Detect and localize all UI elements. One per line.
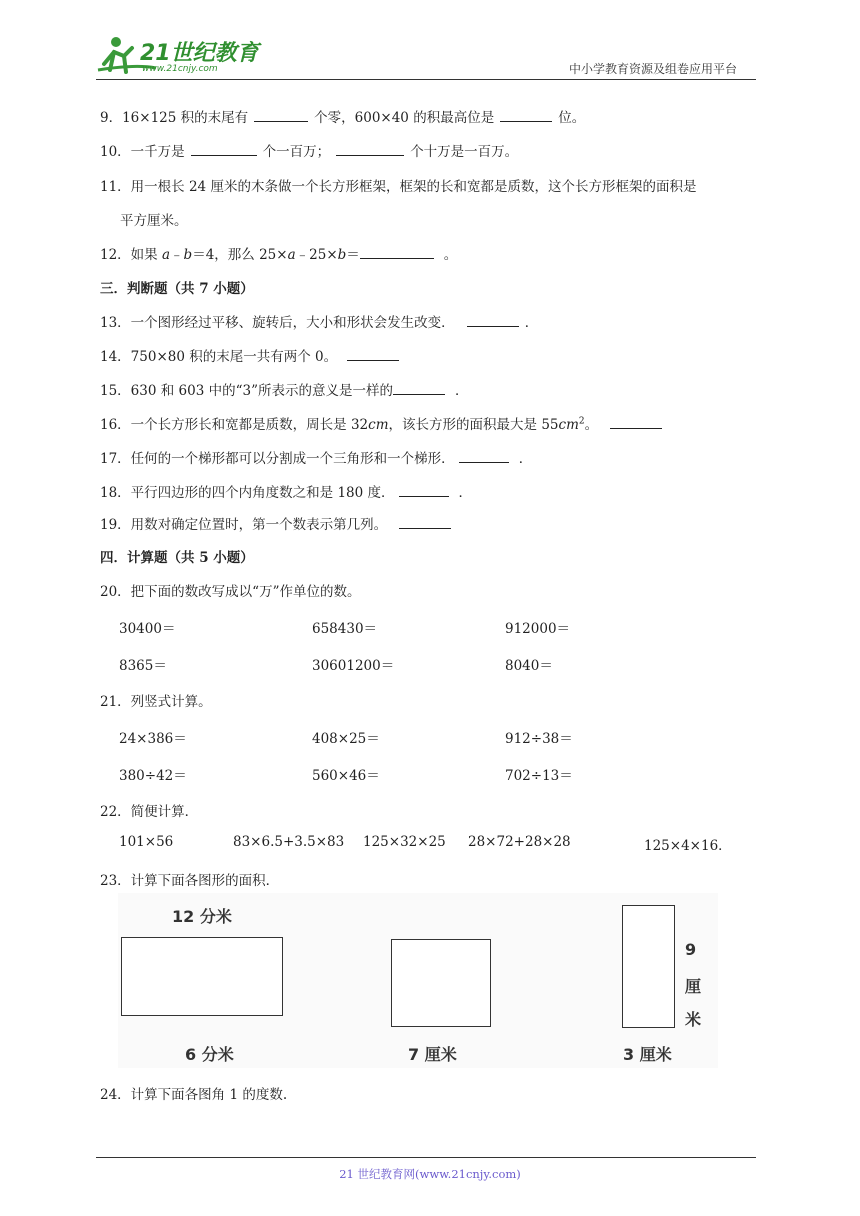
question-15: [100, 379, 468, 399]
q12-text-d: 。: [443, 247, 458, 263]
question-20: 20．把下面的数改写成以“万”作单位的数。: [100, 584, 361, 600]
question-24: 24．计算下面各图角 1 的度数.: [100, 1087, 288, 1103]
question-19: [100, 513, 457, 533]
logo-text: 21世纪教育: [140, 41, 259, 66]
calc-item: 380÷42＝: [119, 768, 187, 784]
answer-blank[interactable]: [399, 516, 451, 529]
conversion-item: 8040＝: [505, 658, 553, 674]
answer-blank[interactable]: [393, 382, 445, 395]
fig3-bottom-label: 3 厘米: [623, 1045, 672, 1064]
question-12: [100, 243, 457, 263]
footer-text[interactable]: 21 世纪教育网(www.21cnjy.com): [339, 1167, 521, 1181]
q13-tail: ．: [524, 315, 539, 331]
q18-text: 18．平行四边形的四个内角度数之和是 180 度．: [100, 485, 395, 501]
q10-text-a: 10．一千万是: [100, 144, 185, 160]
q10-text-b: 个一百万；: [262, 144, 331, 160]
calc-item: 24×386＝: [119, 731, 187, 747]
q12-op: ﹣25×: [295, 247, 338, 263]
q10-text-c: 个十万是一百万。: [410, 144, 519, 160]
simplify-item: 101×56: [119, 834, 174, 850]
question-17: [100, 447, 532, 467]
q12-text-c: ＝: [346, 247, 360, 263]
fig3-side-label-3: 米: [685, 1010, 702, 1029]
calc-item: 912÷38＝: [505, 731, 573, 747]
site-logo: [96, 34, 266, 78]
header-platform-text: 中小学教育资源及组卷应用平台: [569, 62, 738, 76]
q16-text: 16．一个长方形长和宽都是质数，周长是 32: [100, 417, 369, 433]
answer-blank[interactable]: [191, 143, 257, 156]
q9-text-a: 9．16×125 积的末尾有: [100, 110, 249, 126]
q14-text: 14．750×80 积的末尾一共有两个 0。: [100, 349, 338, 365]
q16-tail: 。: [584, 417, 599, 433]
q13-text: 13．一个图形经过平移、旋转后，大小和形状会发生改变．: [100, 315, 455, 331]
square-figure-2: [391, 939, 491, 1027]
simplify-item: 83×6.5+3.5×83: [233, 834, 345, 850]
fig2-bottom-label: 7 厘米: [408, 1045, 457, 1064]
answer-blank[interactable]: [254, 109, 308, 122]
q17-text: 17．任何的一个梯形都可以分割成一个三角形和一个梯形．: [100, 451, 455, 467]
conversion-item: 8365＝: [119, 658, 167, 674]
section-4-heading: 四．计算题（共 5 小题）: [100, 550, 254, 566]
answer-blank[interactable]: [459, 450, 509, 463]
logo-url: www.21cnjy.com: [142, 64, 218, 74]
conversion-item: 30601200＝: [312, 658, 395, 674]
section-3-heading: 三．判断题（共 7 小题）: [100, 281, 254, 297]
question-11-line2: 平方厘米。: [120, 213, 188, 229]
q9-text-c: 位。: [558, 110, 586, 126]
question-13: [100, 311, 538, 331]
question-21: 21．列竖式计算。: [100, 694, 212, 710]
var-a: a: [161, 247, 171, 263]
q12-text-a: 12．如果: [100, 247, 158, 263]
var-a: a: [287, 247, 296, 263]
conversion-item: 30400＝: [119, 621, 176, 637]
fig1-bottom-label: 6 分米: [185, 1045, 234, 1064]
rectangle-figure-3: [622, 905, 675, 1028]
q12-op: ﹣: [170, 247, 184, 263]
q9-text-b: 个零，600×40 的积最高位是: [314, 110, 495, 126]
answer-blank[interactable]: [399, 484, 449, 497]
unit-exponent: 2: [578, 416, 585, 427]
question-10: [100, 140, 518, 160]
question-18: [100, 481, 472, 501]
answer-blank[interactable]: [610, 416, 662, 429]
conversion-item: 912000＝: [505, 621, 571, 637]
footer-divider: [96, 1157, 756, 1158]
question-22: 22．简便计算．: [100, 804, 199, 820]
rectangle-figure-1: [121, 937, 283, 1016]
fig1-top-label: 12 分米: [172, 907, 232, 926]
unit-cm: cm: [368, 417, 389, 433]
var-b: b: [337, 247, 347, 263]
fig3-side-label-2: 厘: [685, 977, 702, 996]
calc-item: 560×46＝: [312, 768, 380, 784]
question-23: 23．计算下面各图形的面积．: [100, 873, 280, 889]
question-14: [100, 345, 405, 365]
fig3-side-label-1: 9: [685, 940, 697, 959]
q15-text: 15．630 和 603 中的“3”所表示的意义是一样的: [100, 383, 393, 399]
question-11-line1: 11．用一根长 24 厘米的木条做一个长方形框架，框架的长和宽都是质数，这个长方形框架的面积是: [100, 179, 697, 195]
q17-tail: ．: [518, 451, 533, 467]
answer-blank[interactable]: [360, 246, 434, 259]
question-16: [100, 413, 668, 433]
question-9: [100, 106, 585, 126]
q19-text: 19．用数对确定位置时，第一个数表示第几列。: [100, 517, 388, 533]
q15-tail: ．: [454, 383, 469, 399]
calc-item: 408×25＝: [312, 731, 380, 747]
conversion-item: 658430＝: [312, 621, 378, 637]
answer-blank[interactable]: [347, 348, 399, 361]
var-b: b: [183, 247, 193, 263]
header-divider: [96, 79, 756, 80]
simplify-item: 125×4×16．: [644, 838, 732, 854]
q16-mid: ，该长方形的面积最大是 55: [388, 417, 559, 433]
simplify-item: 28×72+28×28: [468, 834, 571, 850]
simplify-item: 125×32×25: [363, 834, 446, 850]
calc-item: 702÷13＝: [505, 768, 573, 784]
answer-blank[interactable]: [500, 109, 552, 122]
answer-blank[interactable]: [336, 143, 404, 156]
unit-cm: cm: [558, 417, 579, 433]
q12-text-b: ＝4，那么 25×: [192, 247, 288, 263]
area-figures: [118, 893, 718, 1068]
q18-tail: ．: [458, 485, 473, 501]
answer-blank[interactable]: [467, 314, 519, 327]
